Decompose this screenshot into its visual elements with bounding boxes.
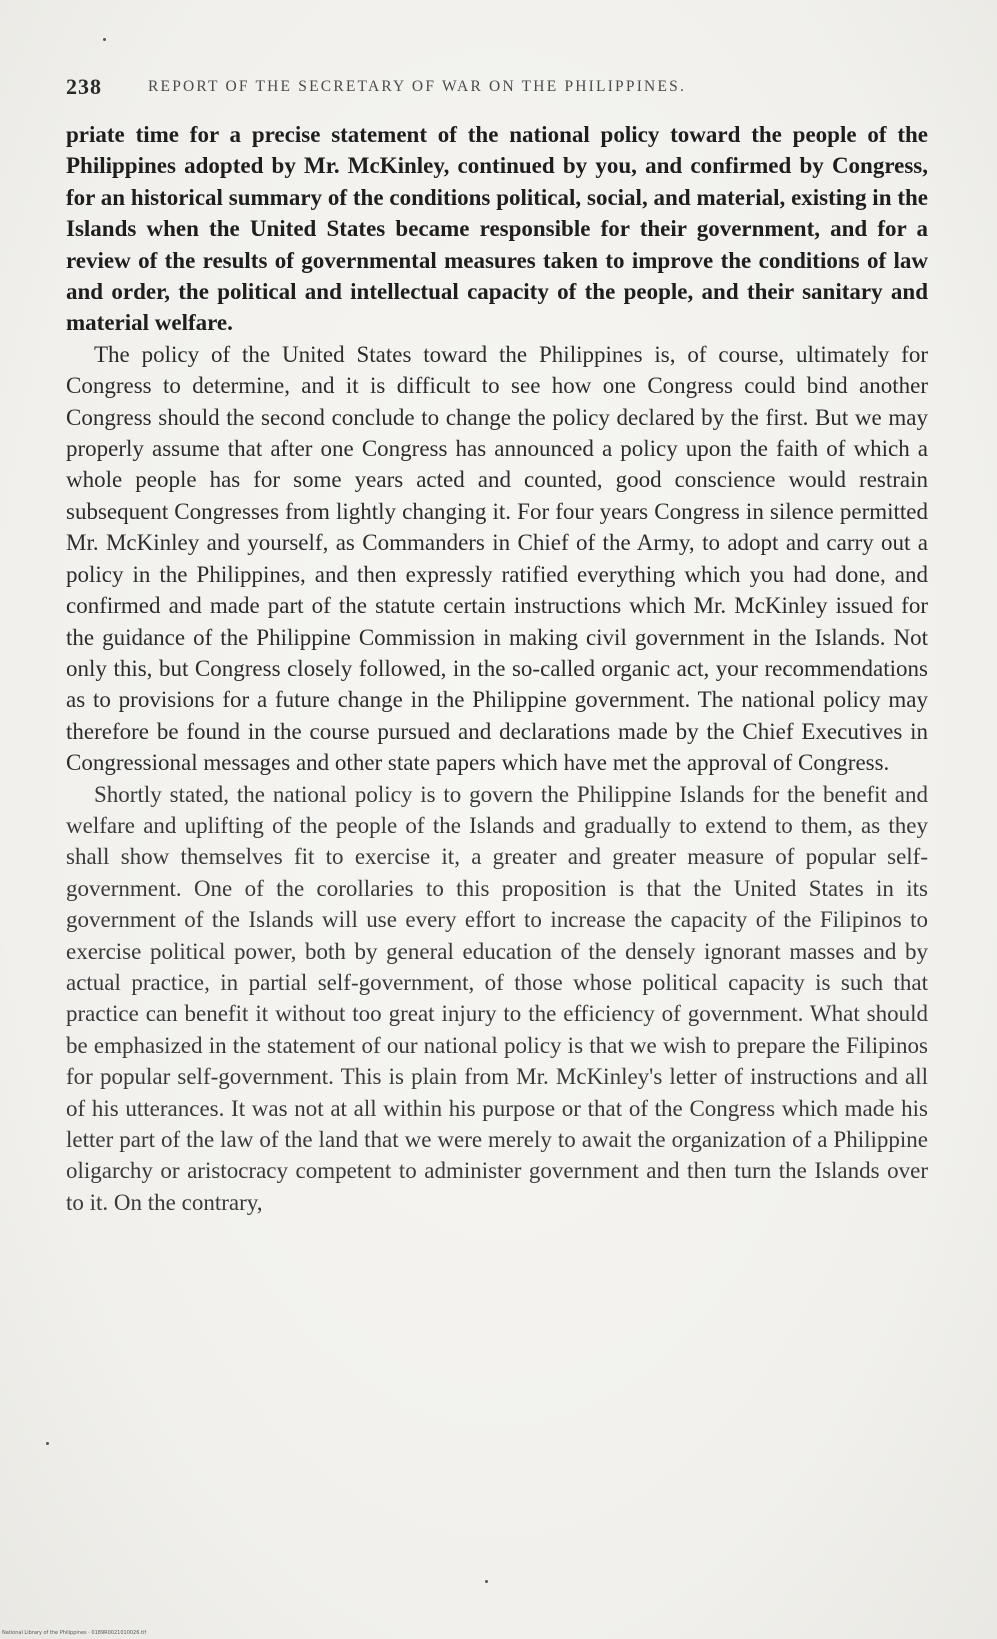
page-number: 238 <box>66 74 102 99</box>
paragraph-national-policy-stated: Shortly stated, the national policy is to govern the Philippine Islands for the benefit and welfare and uplifting of the people of the Islands and gradually to extend to them, as they shall show themselves fit to exercise it, a greater and greater measure of popular self-government. One of the corollaries to this proposition is that the United States in its government of the Islands will use every effort to increase the capacity of the Filipinos to exercise political power, both by general education of the densely ignorant masses and by actual practice, in partial self-government, of those whose political capacity is such that practice can benefit it without too great injury to the efficiency of government. What should be emphasized in the statement of our national policy is that we wish to prepare the Filipinos for popular self-government. This is plain from Mr. McKinley's letter of instructions and all of his utterances. It was not at all within his purpose or that of the Congress which made his letter part of the law of the land that we were merely to await the organization of a Philippine oligarchy or aristocracy competent to administer government and then turn the Islands over to it. On the contrary, <box>66 781 928 1215</box>
scan-source-mark: National Library of the Philippines · 0189R0021010026.tif <box>2 1630 147 1636</box>
scan-speck <box>46 1442 49 1445</box>
paragraph-policy-of-united-states: The policy of the United States toward the Philippines is, of course, ultimately for Congress to determine, and it is difficult to see how one Congress could bind another Congress should the second conclude to change the policy declared by the first. But we may properly assume that after one Congress has announced a policy upon the faith of which a whole people has for some years acted and counted, good conscience would restrain subsequent Congresses from lightly changing it. For four years Congress in silence permitted Mr. McKinley and yourself, as Commanders in Chief of the Army, to adopt and carry out a policy in the Philippines, and then expressly ratified everything which you had done, and confirmed and made part of the statute certain instructions which Mr. McKinley issued for the guidance of the Philippine Commission in making civil government in the Islands. Not only this, but Congress closely followed, in the so-called organic act, your recommendations as to provisions for a future change in the Philippine government. The national policy may therefore be found in the course pursued and declarations made by the Chief Executives in Congressional messages and other state papers which have met the approval of Congress. <box>66 341 928 776</box>
page-header <box>66 74 926 104</box>
scan-speck <box>103 38 106 41</box>
scan-speck <box>485 1580 488 1583</box>
paragraph-continuation: priate time for a precise statement of the national policy toward the people of the Philippines adopted by Mr. McKinley, continued by you, and confirmed by Congress, for an historical summary of the conditions political, social, and material, existing in the Islands when the United States became responsible for their government, and for a review of the results of governmental measures taken to improve the conditions of law and order, the political and intellectual capacity of the people, and their sanitary and material welfare. <box>66 122 928 336</box>
running-head: REPORT OF THE SECRETARY OF WAR ON THE PHILIPPINES. <box>148 78 687 95</box>
body-text <box>66 119 928 1218</box>
